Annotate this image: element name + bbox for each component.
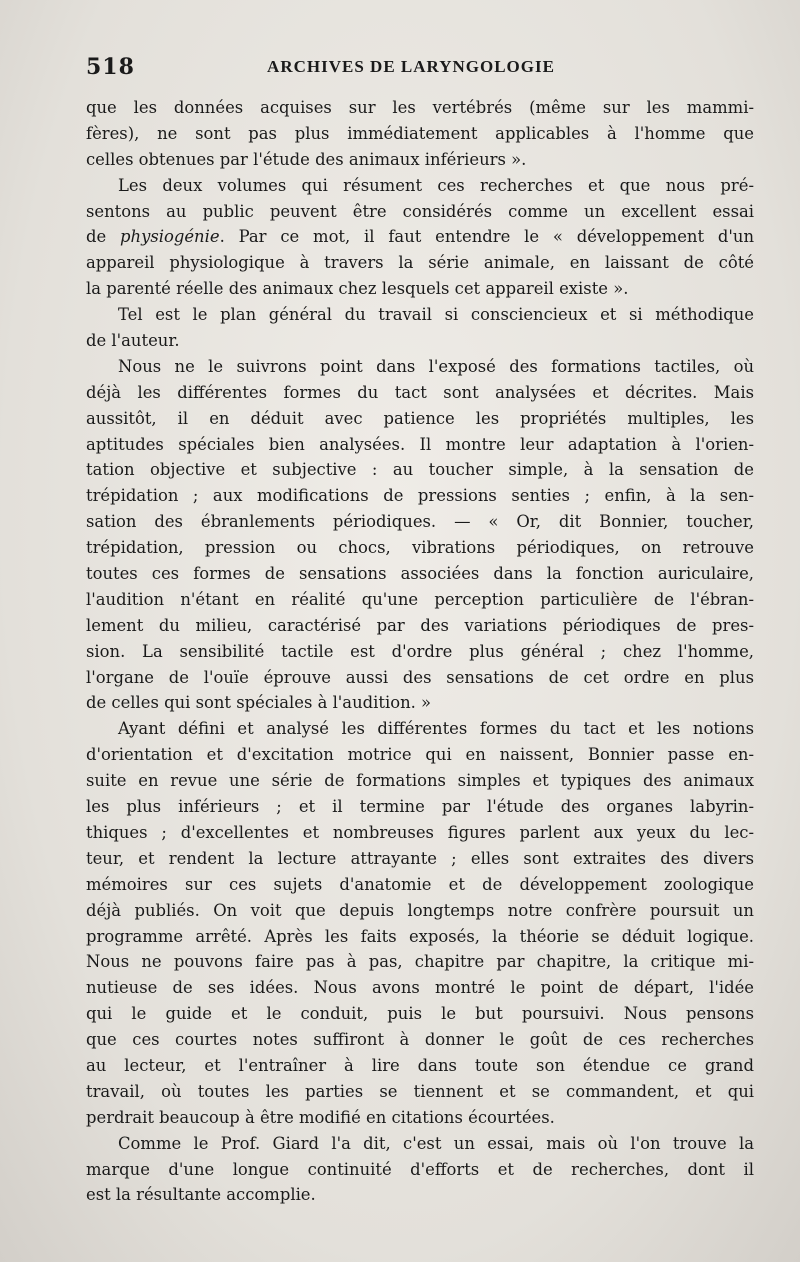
text-line: l'organe de l'ouïe éprouve aussi des sensations de cet ordre en plus xyxy=(86,667,754,687)
text-line: Nous ne pouvons faire pas à pas, chapitre par chapitre, la critique mi- xyxy=(86,952,754,972)
text-line: teur, et rendent la lecture attrayante ; elles sont extraites des divers xyxy=(86,848,754,868)
text-line: perdrait beaucoup à être modifié en citations écourtées. xyxy=(86,1107,555,1127)
page-number: 518 xyxy=(86,54,135,80)
text-line: tation objective et subjective : au toucher simple, à la sensation de xyxy=(86,460,754,480)
text-line: travail, où toutes les parties se tiennent et se commandent, et qui xyxy=(86,1081,754,1101)
text-line: de physiogénie. Par ce mot, il faut entendre le « développement d'un xyxy=(86,227,754,247)
text-line: qui le guide et le conduit, puis le but poursuivi. Nous pensons xyxy=(86,1004,754,1024)
text-line: est la résultante accomplie. xyxy=(86,1185,316,1205)
text-line: trépidation ; aux modifications de pressions senties ; enfin, à la sen- xyxy=(86,486,754,506)
text-line: programme arrêté. Après les faits exposés, la théorie se déduit logique. xyxy=(86,926,754,946)
text-line: Tel est le plan général du travail si consciencieux et si méthodique xyxy=(118,305,754,325)
text-line: de celles qui sont spéciales à l'audition. » xyxy=(86,693,432,713)
text-line: marque d'une longue continuité d'efforts et de recherches, dont il xyxy=(86,1159,754,1179)
text-line: Comme le Prof. Giard l'a dit, c'est un essai, mais où l'on trouve la xyxy=(118,1133,754,1153)
text-line: aptitudes spéciales bien analysées. Il montre leur adaptation à l'orien- xyxy=(86,434,754,454)
text-line: les plus inférieurs ; et il termine par l'étude des organes labyrin- xyxy=(86,797,754,817)
text-line: déjà les différentes formes du tact sont analysées et décrites. Mais xyxy=(86,382,754,402)
text-line: l'audition n'étant en réalité qu'une perception particulière de l'ébran- xyxy=(86,589,754,609)
text-line: appareil physiologique à travers la série animale, en laissant de côté xyxy=(86,253,754,273)
text-line: toutes ces formes de sensations associées dans la fonction auriculaire, xyxy=(86,564,754,584)
page-header xyxy=(86,52,736,82)
text-line: déjà publiés. On voit que depuis longtemps notre confrère poursuit un xyxy=(86,900,754,920)
text-line: au lecteur, et l'entraîner à lire dans toute son étendue ce grand xyxy=(86,1055,754,1075)
body-text xyxy=(86,95,754,1208)
running-title: ARCHIVES DE LARYNGOLOGIE xyxy=(267,57,555,76)
text-line: lement du milieu, caractérisé par des variations périodiques de pres- xyxy=(86,615,754,635)
text-line: la parenté réelle des animaux chez lesquels cet appareil existe ». xyxy=(86,279,629,299)
text-line: que les données acquises sur les vertébrés (même sur les mammi- xyxy=(86,98,754,117)
text-line: fères), ne sont pas plus immédiatement applicables à l'homme que xyxy=(86,123,754,143)
text-line: celles obtenues par l'étude des animaux inférieurs ». xyxy=(86,149,527,169)
text-line: aussitôt, il en déduit avec patience les propriétés multiples, les xyxy=(86,408,754,428)
text-line: trépidation, pression ou chocs, vibrations périodiques, on retrouve xyxy=(86,538,754,558)
text-line: thiques ; d'excellentes et nombreuses figures parlent aux yeux du lec- xyxy=(86,822,754,842)
text-line: mémoires sur ces sujets d'anatomie et de développement zoologique xyxy=(86,874,754,894)
text-line: suite en revue une série de formations simples et typiques des animaux xyxy=(86,771,754,791)
text-line: Les deux volumes qui résument ces recherches et que nous pré- xyxy=(118,175,754,195)
text-line: nutieuse de ses idées. Nous avons montré le point de départ, l'idée xyxy=(86,978,754,998)
text-line: sentons au public peuvent être considérés comme un excellent essai xyxy=(86,201,754,221)
text-line: d'orientation et d'excitation motrice qui en naissent, Bonnier passe en- xyxy=(86,745,754,765)
italic-term: physiogénie xyxy=(120,227,220,247)
text-line: sion. La sensibilité tactile est d'ordre plus général ; chez l'homme, xyxy=(86,641,754,661)
text-line: de l'auteur. xyxy=(86,331,180,351)
text-line: sation des ébranlements périodiques. — « Or, dit Bonnier, toucher, xyxy=(86,512,754,532)
text-line: que ces courtes notes suffiront à donner le goût de ces recherches xyxy=(86,1030,754,1050)
text-line: Nous ne le suivrons point dans l'exposé des formations tactiles, où xyxy=(118,356,754,376)
text-line: Ayant défini et analysé les différentes formes du tact et les notions xyxy=(118,719,754,739)
